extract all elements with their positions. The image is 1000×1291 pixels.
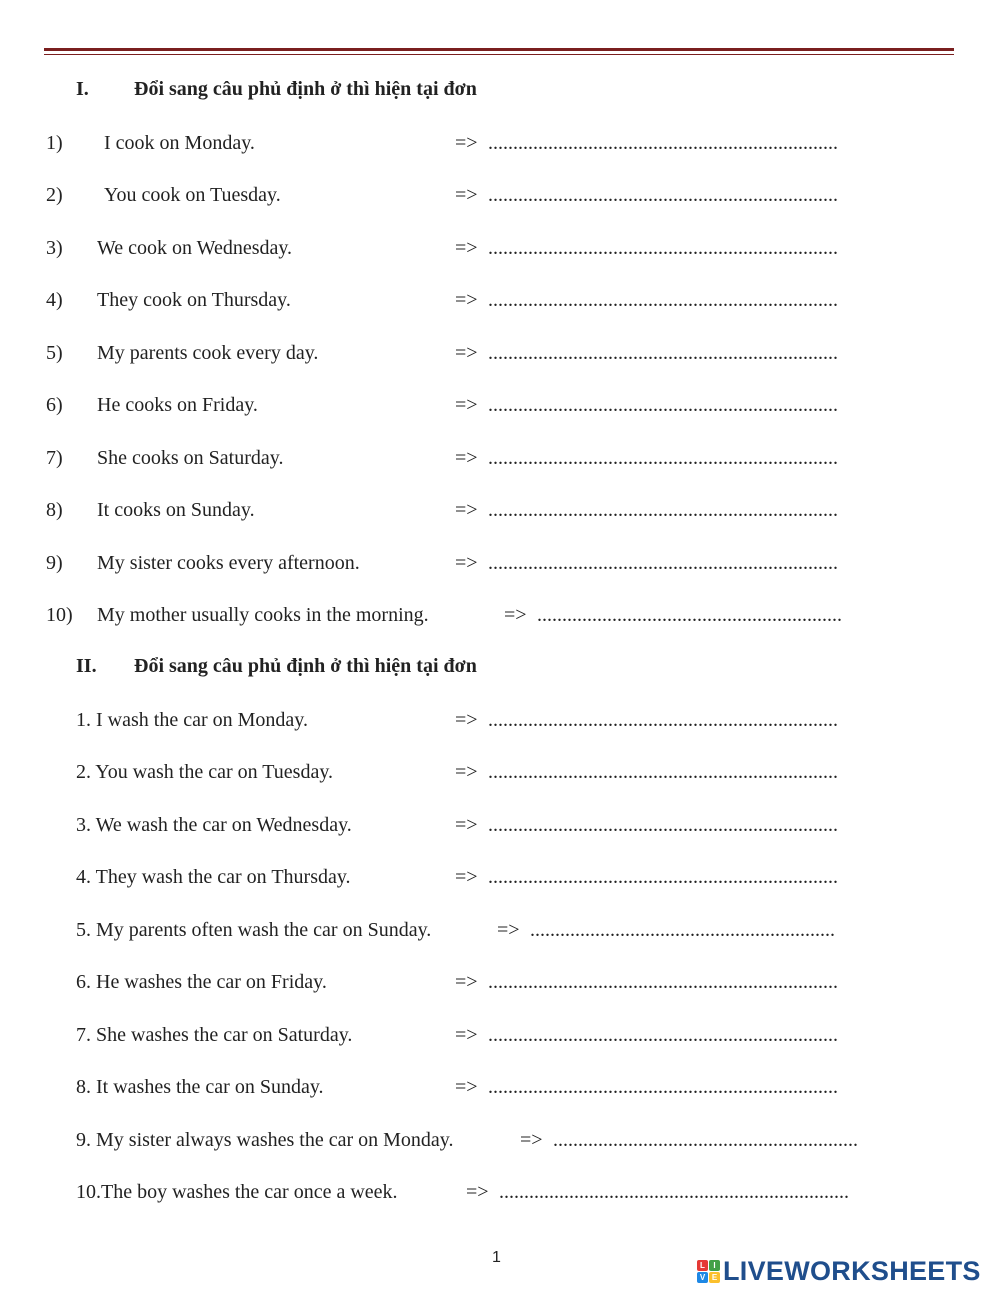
answer-blank[interactable]: ...................................................................... bbox=[488, 866, 838, 888]
logo-letter-v: V bbox=[697, 1272, 708, 1283]
sentence-text: 9. My sister always washes the car on Monday. bbox=[76, 1129, 454, 1151]
header-rule-thick bbox=[44, 48, 954, 51]
answer-blank[interactable]: ...................................................................... bbox=[488, 289, 838, 311]
arrow: => bbox=[455, 289, 478, 311]
answer-blank[interactable]: ...................................................................... bbox=[488, 1076, 838, 1098]
page-number: 1 bbox=[492, 1249, 501, 1266]
item-number: 7) bbox=[46, 447, 63, 469]
sentence-text: My mother usually cooks in the morning. bbox=[97, 604, 429, 626]
answer-blank[interactable]: ...................................................................... bbox=[488, 709, 838, 731]
arrow: => bbox=[455, 1076, 478, 1098]
arrow: => bbox=[497, 919, 520, 941]
item-number: 6) bbox=[46, 394, 63, 416]
sentence-text: They cook on Thursday. bbox=[97, 289, 291, 311]
item-number: 10) bbox=[46, 604, 73, 626]
sentence-text: You cook on Tuesday. bbox=[104, 184, 281, 206]
arrow: => bbox=[455, 342, 478, 364]
arrow: => bbox=[504, 604, 527, 626]
item-number: 3) bbox=[46, 237, 63, 259]
arrow: => bbox=[455, 709, 478, 731]
item-number: 4) bbox=[46, 289, 63, 311]
sentence-text: 8. It washes the car on Sunday. bbox=[76, 1076, 324, 1098]
answer-blank[interactable]: ...................................................................... bbox=[488, 971, 838, 993]
sentence-text: 3. We wash the car on Wednesday. bbox=[76, 814, 352, 836]
item-number: 2) bbox=[46, 184, 63, 206]
logo-letter-l: L bbox=[697, 1260, 708, 1271]
sentence-text: He cooks on Friday. bbox=[97, 394, 258, 416]
answer-blank[interactable]: ...................................................................... bbox=[488, 132, 838, 154]
answer-blank[interactable]: ............................................................. bbox=[530, 919, 835, 941]
sentence-text: I cook on Monday. bbox=[104, 132, 255, 154]
arrow: => bbox=[455, 761, 478, 783]
sentence-text: It cooks on Sunday. bbox=[97, 499, 255, 521]
answer-blank[interactable]: ...................................................................... bbox=[488, 499, 838, 521]
logo-letter-e: E bbox=[709, 1272, 720, 1283]
section-1-title: Đổi sang câu phủ định ở thì hiện tại đơn bbox=[134, 78, 477, 100]
sentence-text: 5. My parents often wash the car on Sunday. bbox=[76, 919, 432, 941]
item-number: 1) bbox=[46, 132, 63, 154]
answer-blank[interactable]: ...................................................................... bbox=[488, 237, 838, 259]
sentence-text: 7. She washes the car on Saturday. bbox=[76, 1024, 353, 1046]
section-2-numeral: II. bbox=[76, 655, 97, 677]
arrow: => bbox=[455, 184, 478, 206]
arrow: => bbox=[455, 552, 478, 574]
header-rule-thin bbox=[44, 54, 954, 55]
arrow: => bbox=[455, 499, 478, 521]
sentence-text: 10.The boy washes the car once a week. bbox=[76, 1181, 398, 1203]
item-number: 5) bbox=[46, 342, 63, 364]
answer-blank[interactable]: ...................................................................... bbox=[488, 1024, 838, 1046]
logo-letter-i: I bbox=[709, 1260, 720, 1271]
answer-blank[interactable]: ...................................................................... bbox=[488, 342, 838, 364]
logo-icon bbox=[697, 1260, 720, 1283]
answer-blank[interactable]: ...................................................................... bbox=[499, 1181, 849, 1203]
arrow: => bbox=[455, 1024, 478, 1046]
arrow: => bbox=[466, 1181, 489, 1203]
sentence-text: 1. I wash the car on Monday. bbox=[76, 709, 308, 731]
arrow: => bbox=[455, 237, 478, 259]
liveworksheets-logo bbox=[697, 1255, 981, 1287]
section-2-title: Đổi sang câu phủ định ở thì hiện tại đơn bbox=[134, 655, 477, 677]
sentence-text: My parents cook every day. bbox=[97, 342, 319, 364]
item-number: 9) bbox=[46, 552, 63, 574]
sentence-text: We cook on Wednesday. bbox=[97, 237, 293, 259]
arrow: => bbox=[455, 132, 478, 154]
sentence-text: My sister cooks every afternoon. bbox=[97, 552, 360, 574]
arrow: => bbox=[455, 814, 478, 836]
arrow: => bbox=[455, 971, 478, 993]
arrow: => bbox=[455, 447, 478, 469]
answer-blank[interactable]: ...................................................................... bbox=[488, 394, 838, 416]
answer-blank[interactable]: ...................................................................... bbox=[488, 184, 838, 206]
item-number: 8) bbox=[46, 499, 63, 521]
answer-blank[interactable]: ...................................................................... bbox=[488, 447, 838, 469]
arrow: => bbox=[520, 1129, 543, 1151]
section-1-numeral: I. bbox=[76, 78, 89, 100]
arrow: => bbox=[455, 866, 478, 888]
sentence-text: 6. He washes the car on Friday. bbox=[76, 971, 327, 993]
answer-blank[interactable]: ............................................................. bbox=[553, 1129, 858, 1151]
answer-blank[interactable]: ...................................................................... bbox=[488, 552, 838, 574]
arrow: => bbox=[455, 394, 478, 416]
sentence-text: 2. You wash the car on Tuesday. bbox=[76, 761, 334, 783]
answer-blank[interactable]: ............................................................. bbox=[537, 604, 842, 626]
sentence-text: She cooks on Saturday. bbox=[97, 447, 284, 469]
logo-text: LIVEWORKSHEETS bbox=[723, 1255, 981, 1286]
answer-blank[interactable]: ...................................................................... bbox=[488, 761, 838, 783]
sentence-text: 4. They wash the car on Thursday. bbox=[76, 866, 351, 888]
answer-blank[interactable]: ...................................................................... bbox=[488, 814, 838, 836]
